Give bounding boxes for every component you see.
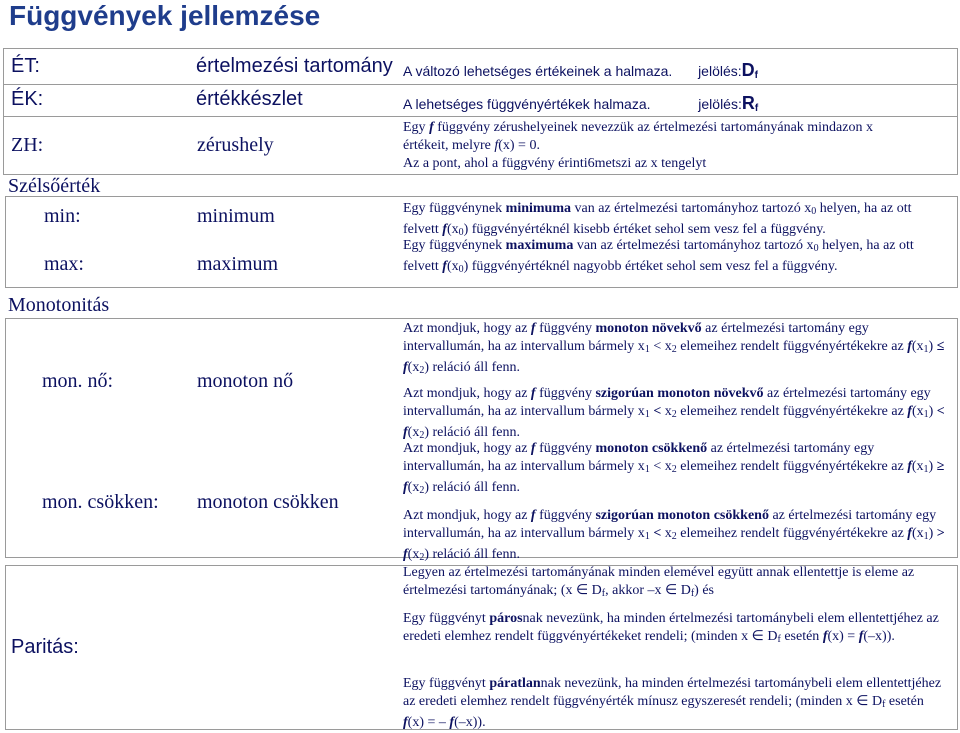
mon-no-desc-2: Azt mondjuk, hogy az f függvény szigorúan monoton növekvő az értelmezési tartomány egy intervallumán, ha az intervallum bármely $x_1 < x_2$ elemeihez rendelt függvényértékekre az $f(x_1) < f(x_2)$ reláció áll fenn. [403, 386, 945, 441]
min-desc: Egy függvénynek minimuma van az értelmezési tartományhoz tartozó $x_0$ helyen, ha az ott felvett $f(x_0)$ függvényértéknél kisebb értéket sehol sem vesz fel a függvény. [403, 201, 912, 238]
ek-notation-label: jelölés: [698, 96, 742, 112]
zh-desc: Egy f függvény zérushelyeinek nevezzük az értelmezési tartományának mindazon x értékeit, melyre f(x) = 0. Az a pont, ahol a függvény érinti6metszi az x tengelyt [403, 120, 873, 171]
ek-notation-symbol: R [741, 93, 755, 113]
max-desc: Egy függvénynek maximuma van az értelmezési tartományhoz tartozó $x_0$ helyen, ha az ott felvett $f(x_0)$ függvényértéknél nagyobb értéket sehol sem vesz fel a függvény. [403, 238, 914, 275]
zh-name: zérushely [197, 134, 274, 156]
ek-desc: A lehetséges függvényértékek halmaza. $jelölés:R_f$ [403, 93, 759, 114]
mon-no-name: monoton nő [197, 370, 294, 392]
paritas-desc-1: Legyen az értelmezési tartományának minden elemével együtt annak ellentettje is eleme az értelmezési tartományának; (x ∈ $D_f$, akkor –x ∈ $D_f$) és [403, 565, 915, 599]
mon-no-abbr: mon. nő: [42, 370, 114, 392]
mon-csokken-name: monoton csökken [197, 491, 339, 513]
min-name: minimum [197, 205, 275, 227]
ek-abbr: ÉK: [11, 88, 44, 110]
et-desc: A változó lehetséges értékeinek a halmaza. $jelölés:D_f$ [403, 60, 758, 81]
paritas-abbr: Paritás: [11, 636, 79, 658]
et-notation-symbol: D [741, 60, 755, 80]
szelsoertek-heading: Szélsőérték [8, 175, 101, 197]
min-abbr: min: [44, 205, 81, 227]
max-abbr: max: [44, 253, 84, 275]
mon-csokken-abbr: mon. csökken: [42, 491, 159, 513]
mon-csokken-desc-1: Azt mondjuk, hogy az f függvény monoton csökkenő az értelmezési tartomány egy intervallumán, ha az intervallum bármely $x_1 < x_2$ elemeihez rendelt függvényértékekre az $f(x_1) \ge f(x_2)$ reláció áll fenn. [403, 441, 945, 496]
monotonitas-heading: Monotonitás [8, 294, 110, 316]
et-name: értelmezési tartomány [196, 55, 393, 77]
et-notation-sub: f [754, 70, 758, 81]
mon-no-desc-1: Azt mondjuk, hogy az f függvény monoton növekvő az értelmezési tartomány egy intervallumán, ha az intervallum bármely $x_1 < x_2$ elemeihez rendelt függvényértékekre az $f(x_1) \le f(x_2)$ reláció áll fenn. [403, 321, 945, 376]
zh-abbr: ZH: [11, 134, 44, 156]
et-abbr: ÉT: [11, 55, 40, 77]
page-title: Függvények jellemzése [9, 0, 321, 31]
paritas-desc-3: Egy függvényt páratlannak nevezünk, ha minden értelmezési tartománybeli elem ellentettjéhez az eredeti elemhez rendelt függvényérték mínusz egyszeresét rendeli; (minden x ∈ $D_f$ esetén f(x) = – f(–x)). [403, 676, 942, 730]
paritas-desc-2: Egy függvényt párosnak nevezünk, ha minden értelmezési tartománybeli elem ellentettjéhez az eredeti elemhez rendelt függvényértékeket rendeli; (minden x ∈ $D_f$ esetén f(x) = f(–x)). [403, 611, 939, 645]
mon-csokken-desc-2: Azt mondjuk, hogy az f függvény szigorúan monoton csökkenő az értelmezési tartomány egy intervallumán, ha az intervallum bármely $x_1 < x_2$ elemeihez rendelt függvényértékekre az $f(x_1) > f(x_2)$ reláció áll fenn. [403, 508, 945, 563]
ek-notation-sub: f [754, 103, 759, 114]
et-notation-label: jelölés: [698, 63, 742, 79]
ek-name: értékkészlet [196, 88, 303, 110]
max-name: maximum [197, 253, 279, 275]
